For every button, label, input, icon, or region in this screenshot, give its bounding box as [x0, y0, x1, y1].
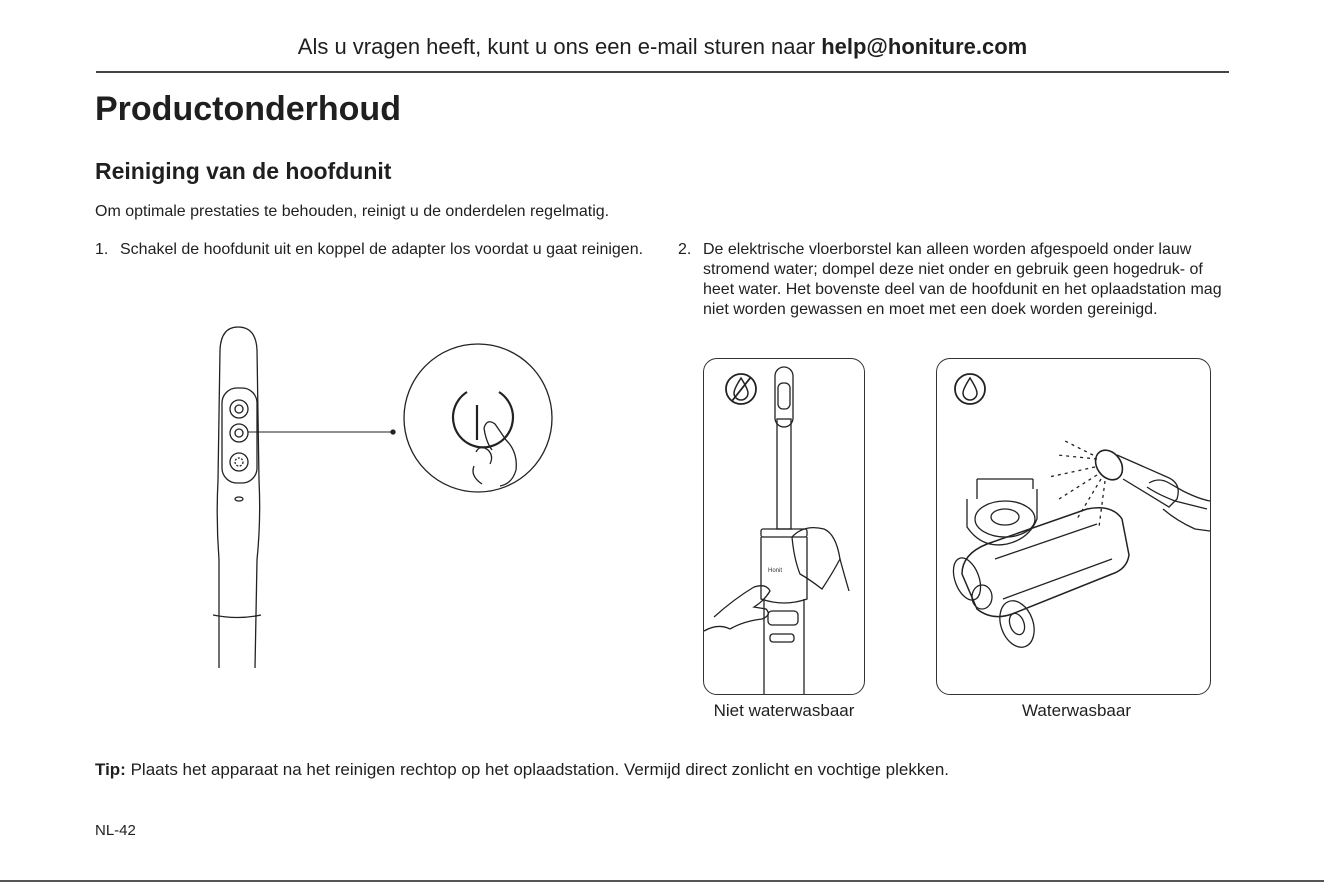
tip-line	[95, 760, 949, 780]
header-divider	[96, 71, 1229, 73]
intro-text: Om optimale prestaties te behouden, reinigt u de onderdelen regelmatig.	[95, 203, 610, 220]
no-water-icon	[704, 359, 864, 694]
step-1	[95, 240, 665, 284]
page-title: Productonderhoud	[95, 90, 401, 128]
step-2-text: De elektrische vloerborstel kan alleen worden afgespoeld onder lauw stromend water; dompel deze niet onder en gebruik geen hogedruk- of heet water. Het bovenste deel van de hoofdunit en het oplaadstation mag niet worden gewassen en moet met een doek worden gereinigd.	[703, 241, 1222, 318]
not-washable-caption: Niet waterwasbaar	[713, 701, 855, 720]
tip-label: Tip:	[95, 760, 126, 779]
bottom-divider	[0, 880, 1324, 882]
step-1-number: 1.	[95, 241, 109, 258]
page-number: NL-42	[95, 822, 136, 839]
header-email: help@honiture.com	[821, 34, 1028, 59]
not-washable-panel	[703, 358, 865, 695]
step-1-text: Schakel de hoofdunit uit en koppel de adapter los voordat u gaat reinigen.	[120, 241, 644, 258]
header-contact-text: Als u vragen heeft, kunt u ons een e-mail sturen naar	[297, 34, 822, 59]
header-contact-line	[96, 34, 1229, 60]
washable-caption: Waterwasbaar	[1022, 701, 1131, 720]
step-2	[678, 240, 1228, 350]
section-title: Reiniging van de hoofdunit	[95, 158, 392, 184]
tip-text: Plaats het apparaat na het reinigen rechtop op het oplaadstation. Vermijd direct zonlicht en vochtige plekken.	[125, 760, 949, 779]
washable-panel	[936, 358, 1211, 695]
water-icon	[937, 359, 1210, 694]
brand-label: Honit	[768, 568, 783, 574]
step-2-number: 2.	[678, 241, 692, 258]
